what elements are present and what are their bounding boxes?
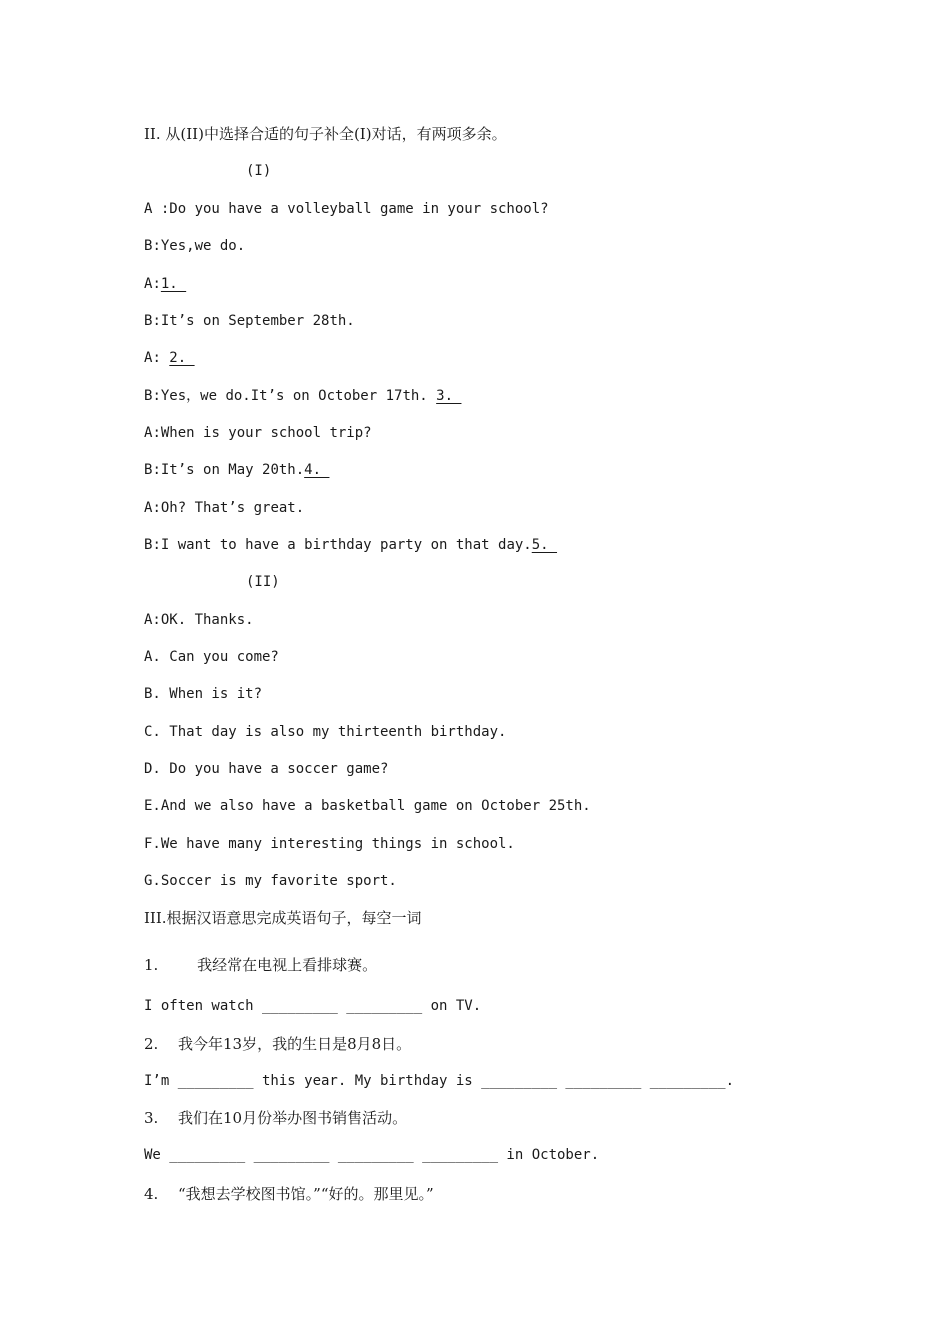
option-e: E.And we also have a basketball game on October 25th. <box>144 798 591 814</box>
item-number: 2. <box>144 1035 159 1053</box>
dialogue-line-2: B:Yes,we do. <box>144 238 246 254</box>
option-d: D. Do you have a soccer game? <box>144 761 389 777</box>
section-2-heading: II. 从(II)中选择合适的句子补全(I)对话，有两项多余。 <box>144 125 507 143</box>
option-a: A. Can you come? <box>144 649 279 665</box>
part-1-label: (I) <box>246 163 272 179</box>
item-number: 1. <box>144 956 159 974</box>
dialogue-line-8: B:It’s on May 20th.4. <box>144 462 330 478</box>
translation-item-3-english[interactable]: We _________ _________ _________ _________ in October. <box>144 1147 600 1163</box>
item-number: 3. <box>144 1109 159 1127</box>
blank-4[interactable]: 4. <box>304 462 330 478</box>
dialogue-line-3: A:1. <box>144 276 187 292</box>
option-f: F.We have many interesting things in school. <box>144 836 515 852</box>
option-g: G.Soccer is my favorite sport. <box>144 873 397 889</box>
dialogue-line-10: B:I want to have a birthday party on that day.5. <box>144 537 558 553</box>
dialogue-closing: A:OK. Thanks. <box>144 612 254 628</box>
blank-5[interactable]: 5. <box>531 537 558 553</box>
translation-item-2-english[interactable]: I’m _________ this year. My birthday is _________ _________ _________. <box>144 1073 735 1089</box>
dialogue-line-5: A: 2. <box>144 350 195 366</box>
dialogue-line-1: A :Do you have a volleyball game in your school? <box>144 201 549 217</box>
translation-item-1-chinese: 1. 我经常在电视上看排球赛。 <box>144 956 378 974</box>
part-2-label: (II) <box>246 574 280 590</box>
dialogue-line-6: B:Yes，we do.It’s on October 17th. 3. <box>144 388 462 404</box>
blank-2[interactable]: 2. <box>169 350 195 366</box>
translation-item-3-chinese: 3. 我们在10月份举办图书销售活动。 <box>144 1109 408 1127</box>
dialogue-line-9: A:Oh? That’s great. <box>144 500 305 516</box>
option-c: C. That day is also my thirteenth birthday. <box>144 724 507 740</box>
section-3-heading: III.根据汉语意思完成英语句子，每空一词 <box>144 909 422 927</box>
dialogue-line-7: A:When is your school trip? <box>144 425 372 441</box>
blank-3[interactable]: 3. <box>436 388 462 404</box>
blank-1[interactable]: 1. <box>160 276 187 292</box>
item-number: 4. <box>144 1185 159 1203</box>
translation-item-4-chinese: 4. “我想去学校图书馆。”“好的。那里见。” <box>144 1185 434 1203</box>
translation-item-2-chinese: 2. 我今年13岁，我的生日是8月8日。 <box>144 1035 412 1053</box>
dialogue-line-4: B:It’s on September 28th. <box>144 313 355 329</box>
translation-item-1-english[interactable]: I often watch _________ _________ on TV. <box>144 998 482 1014</box>
option-b: B. When is it? <box>144 686 263 702</box>
